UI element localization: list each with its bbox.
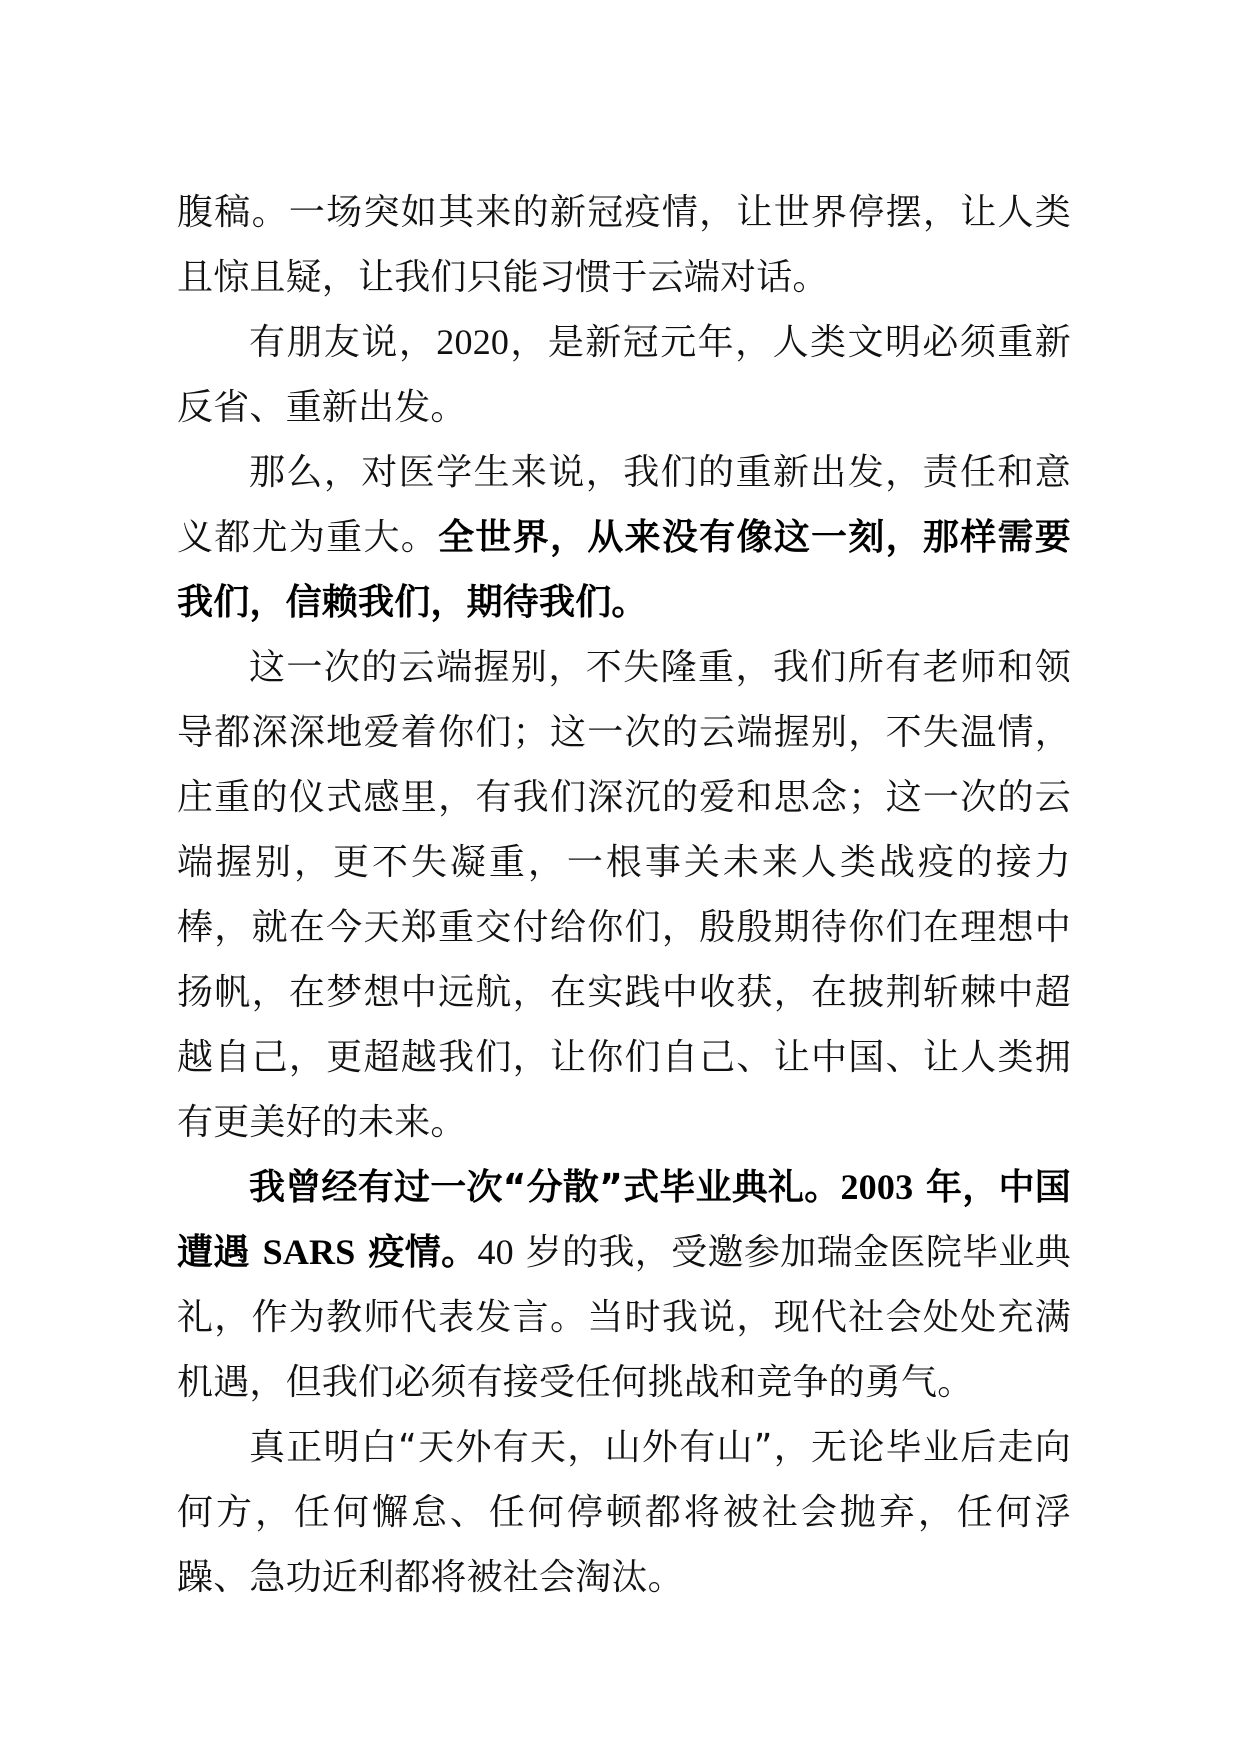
text-run: 有朋友说， bbox=[249, 322, 437, 363]
bold-text-run: 疫情。 bbox=[355, 1232, 478, 1273]
paragraph-6 bbox=[177, 1415, 1071, 1610]
document-body bbox=[177, 180, 1071, 1610]
paragraph-1 bbox=[177, 180, 1071, 310]
bold-text-run-sars: SARS bbox=[262, 1232, 356, 1272]
paragraph-5 bbox=[177, 1155, 1071, 1415]
bold-text-run: 全世界，从来没有像这一刻，那样需要我们，信赖我们，期待我们。 bbox=[177, 517, 1072, 623]
text-run: 这一次的云端握别，不失隆重，我们所有老师和领导都深深地爱着你们；这一次的云端握别，不失温情，庄重的仪式感里，有我们深沉的爱和思念；这一次的云端握别，更不失凝重，一根事关未来人类战疫的接力棒，就在今天郑重交付给你们，殷殷期待你们在理想中扬帆，在梦想中远航，在实践中收获，在披荆斩棘中超越自己，更超越我们，让你们自己、让中国、让人类拥有更美好的未来。 bbox=[177, 647, 1071, 1143]
text-run: 岁的我，受邀参加瑞金医院毕业典礼，作为教师代表发言。当时我说，现代社会处处充满机遇，但我们必须有接受任何挑战和竞争的勇气。 bbox=[177, 1232, 1071, 1403]
bold-text-run: 我曾经有过一次“分散”式毕业典礼。 bbox=[249, 1167, 841, 1208]
text-run: 腹稿。一场突如其来的新冠疫情，让世界停摆，让人类且惊且疑，让我们只能习惯于云端对话。 bbox=[177, 192, 1071, 298]
text-run: 那么，对医学生来说，我们的重新出发，责任和意义都尤为重大。 bbox=[177, 452, 1071, 558]
paragraph-3 bbox=[177, 440, 1071, 635]
text-run-age: 40 bbox=[477, 1232, 514, 1272]
paragraph-4 bbox=[177, 635, 1071, 1155]
bold-text-run-year: 2003 bbox=[840, 1167, 914, 1207]
bold-text-run: 年，中国遭遇 bbox=[177, 1167, 1071, 1273]
text-run: 真正明白“天外有天，山外有山”，无论毕业后走向何方，任何懈怠、任何停顿都将被社会抛弃，任何浮躁、急功近利都将被社会淘汰。 bbox=[177, 1427, 1071, 1598]
text-run-year: 2020 bbox=[436, 322, 510, 362]
text-run: ，是新冠元年，人类文明必须重新反省、重新出发。 bbox=[177, 322, 1071, 428]
paragraph-2 bbox=[177, 310, 1071, 440]
